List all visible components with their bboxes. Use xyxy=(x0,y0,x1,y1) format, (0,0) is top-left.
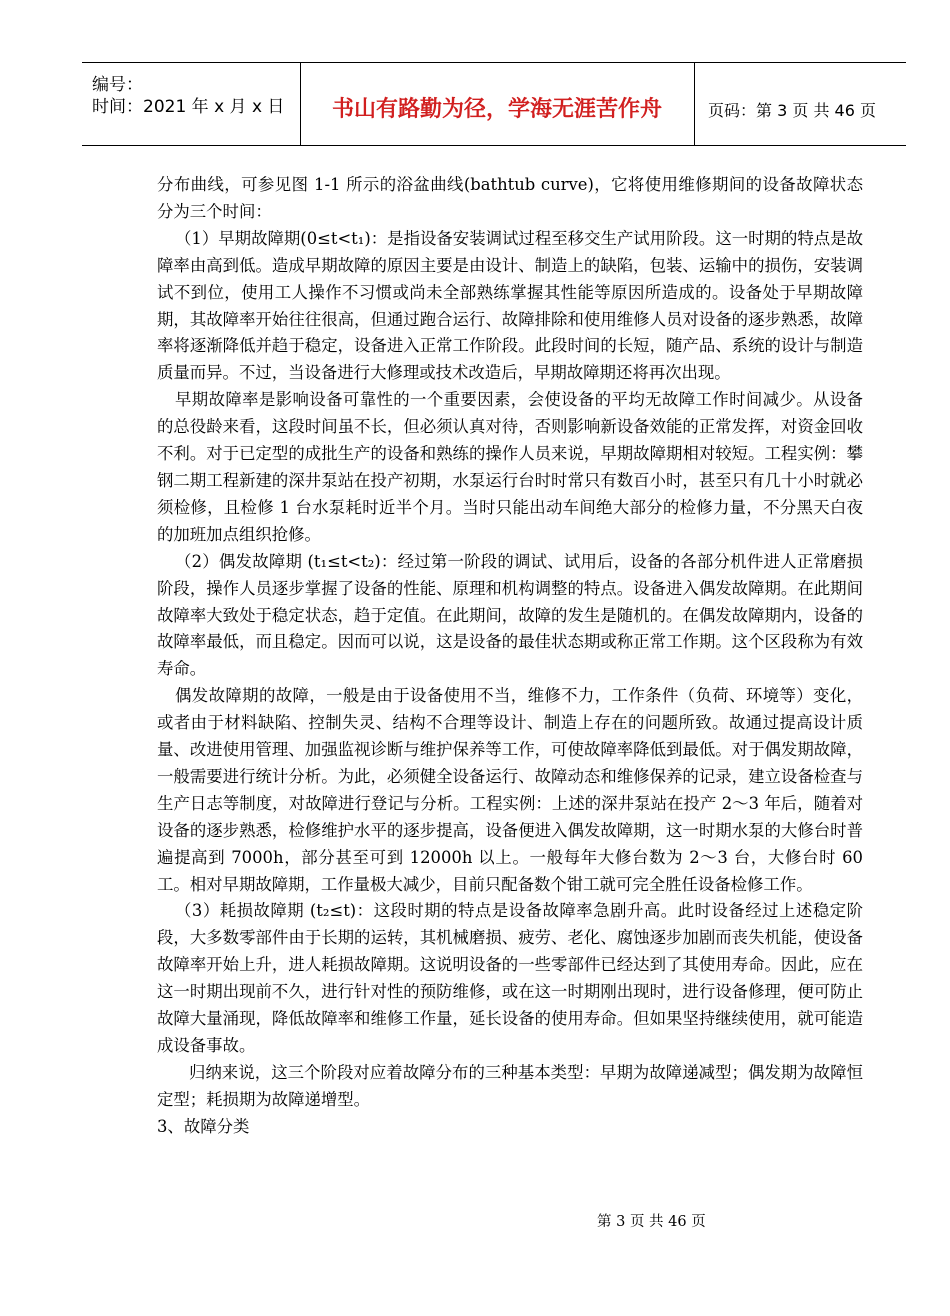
header-divider-right xyxy=(694,62,695,146)
header-number-label: 编号： xyxy=(92,75,143,95)
paragraph-wearout-failure: （3）耗损故障期 (t₂≤t)：这段时期的特点是设备故障率急剧升高。此时设备经过上述稳定阶段，大多数零部件由于长期的运转，其机械磨损、疲劳、老化、腐蚀逐步加剧而丧失机能，使设备故障率开始上升，进人耗损故障期。这说明设备的一些零部件已经达到了其使用寿命。因此，应在这一时期出现前不久，进行针对性的预防维修，或在这一时期刚出现时，进行设备修理，便可防止故障大量涌现，降低故障率和维修工作量，延长设备的使用寿命。但如果坚持继续使用，就可能造成设备事故。 xyxy=(157,901,863,1055)
paragraph-early-failure-rate: 早期故障率是影响设备可靠性的一个重要因素，会使设备的平均无故障工作时间减少。从设备的总役龄来看，这段时间虽不长，但必须认真对待，否则影响新设备效能的正常发挥，对资金回收不利。对于已定型的成批生产的设备和熟练的操作人员来说，早期故障期相对较短。工程实例：攀钢二期工程新建的深井泵站在投产初期，水泵运行台时时常只有数百小时，甚至只有几十小时就必须检修，且检修 1 台水泵耗时近半个月。当时只能出动车间绝大部分的检修力量，不分黑天白夜的加班加点组织抢修。 xyxy=(157,390,863,544)
paragraph-intro: 分布曲线，可参见图 1-1 所示的浴盆曲线(bathtub curve)，它将使用维修期间的设备故障状态分为三个时间： xyxy=(157,175,863,221)
section-heading-failure-classification: 3、故障分类 xyxy=(157,1116,250,1136)
page-footer: 第 3 页 共 46 页 xyxy=(597,1214,706,1230)
header-page-info: 页码：第 3 页 共 46 页 xyxy=(708,101,876,120)
header-bottom-rule xyxy=(82,145,906,146)
document-body xyxy=(157,172,863,1141)
paragraph-early-failure: （1）早期故障期(0≤t<t₁)：是指设备安装调试过程至移交生产试用阶段。这一时期的特点是故障率由高到低。造成早期故障的原因主要是由设计、制造上的缺陷，包装、运输中的损伤，安装调试不到位，使用工人操作不习惯或尚未全部熟练掌握其性能等原因所造成的。设备处于早期故障期，其故障率开始往往很高，但通过跑合运行、故障排除和使用维修人员对设备的逐步熟悉，故障率将逐渐降低并趋于稳定，设备进入正常工作阶段。此段时间的长短，随产品、系统的设计与制造质量而异。不过，当设备进行大修理或技术改造后，早期故障期还将再次出现。 xyxy=(157,228,863,383)
paragraph-random-failure: （2）偶发故障期 (t₁≤t<t₂)：经过第一阶段的调试、试用后，设备的各部分机件进人正常磨损阶段，操作人员逐步掌握了设备的性能、原理和机构调整的特点。设备进入偶发故障期。在此期间故障率大致处于稳定状态，趋于定值。在此期间，故障的发生是随机的。在偶发故障期内，设备的故障率最低，而且稳定。因而可以说，这是设备的最佳状态期或称正常工作期。这个区段称为有效寿命。 xyxy=(157,551,863,679)
header-time-label: 时间：2021 年 x 月 x 日 xyxy=(92,97,285,117)
header-motto: 书山有路勤为径，学海无涯苦作舟 xyxy=(331,97,662,122)
paragraph-random-failure-causes: 偶发故障期的故障，一般是由于设备使用不当，维修不力，工作条件（负荷、环境等）变化，或者由于材料缺陷、控制失灵、结构不合理等设计、制造上存在的问题所致。故通过提高设计质量、改进使用管理、加强监视诊断与维护保养等工作，可使故障率降低到最低。对于偶发期故障，一般需要进行统计分析。为此，必须健全设备运行、故障动态和维修保养的记录，建立设备检查与生产日志等制度，对故障进行登记与分析。工程实例：上述的深井泵站在投产 2～3 年后，随着对设备的逐步熟悉，检修维护水平的逐步提高，设备便进入偶发故障期，这一时期水泵的大修台时普遍提高到 7000h，部分甚至可到 12000h 以上。一般每年大修台数为 2～3 台，大修台时 60 工。相对早期故障期，工作量极大减少，目前只配备数个钳工就可完全胜任设备检修工作。 xyxy=(157,686,863,894)
header-top-rule xyxy=(82,62,906,63)
page-header xyxy=(82,62,906,146)
header-meta xyxy=(92,74,284,118)
paragraph-summary: 归纳来说，这三个阶段对应着故障分布的三种基本类型：早期为故障递减型；偶发期为故障恒定型；耗损期为故障递增型。 xyxy=(157,1062,863,1109)
